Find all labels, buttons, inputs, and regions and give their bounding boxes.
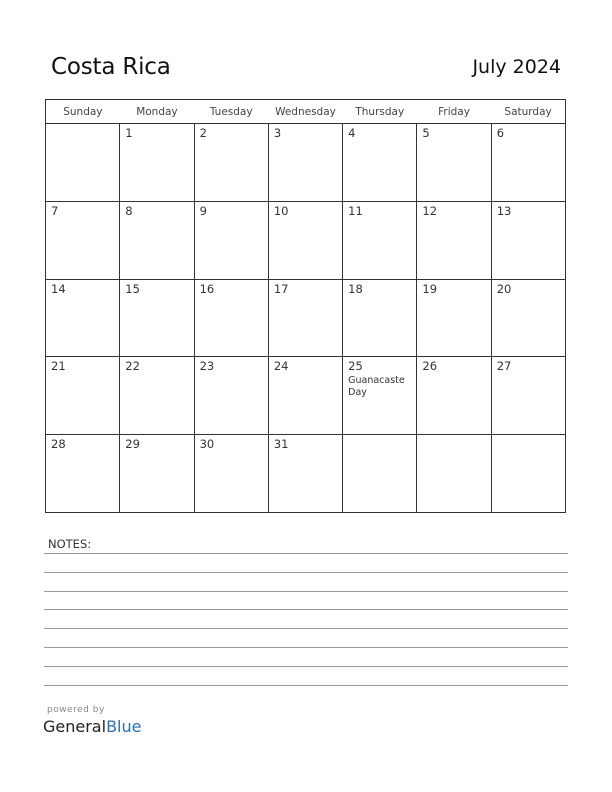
day-number: 2 — [199, 126, 207, 140]
day-number: 27 — [496, 359, 512, 374]
page-title: Costa Rica — [51, 54, 171, 80]
day-cell — [194, 357, 268, 435]
day-cell — [46, 201, 120, 279]
day-cell — [491, 124, 565, 202]
day-number: 15 — [125, 281, 140, 296]
calendar-week-row — [46, 201, 566, 279]
note-line — [44, 591, 568, 592]
day-cell — [268, 435, 342, 513]
calendar-week-row — [46, 435, 566, 513]
day-number: 14 — [51, 281, 66, 296]
day-cell — [343, 357, 417, 435]
holiday-label: Guanacaste Day — [348, 375, 405, 398]
day-number: 9 — [199, 203, 207, 218]
day-cell — [46, 279, 120, 357]
day-number: 12 — [422, 203, 438, 218]
weekday-tuesday: Tuesday — [194, 100, 268, 124]
weekday-header-row — [46, 100, 566, 124]
calendar-week-row — [46, 279, 566, 357]
calendar-body — [46, 124, 566, 513]
powered-by-label: powered by — [47, 705, 105, 715]
day-cell — [194, 435, 268, 513]
day-number: 30 — [199, 437, 215, 452]
day-cell — [46, 357, 120, 435]
day-number: 31 — [273, 437, 289, 452]
day-cell — [120, 357, 194, 435]
day-cell — [268, 357, 342, 435]
day-cell — [417, 201, 491, 279]
calendar-week-row — [46, 124, 566, 202]
note-line — [44, 647, 568, 648]
day-cell — [343, 435, 417, 513]
day-cell — [46, 124, 120, 202]
day-number: 6 — [496, 126, 505, 140]
day-cell — [491, 357, 565, 435]
weekday-monday: Monday — [120, 100, 194, 124]
day-number: 7 — [51, 203, 59, 218]
day-cell — [194, 201, 268, 279]
day-cell — [120, 201, 194, 279]
day-number: 16 — [199, 281, 215, 296]
note-line — [44, 553, 568, 554]
day-cell — [120, 124, 194, 202]
day-number: 11 — [348, 203, 363, 218]
day-cell — [194, 279, 268, 357]
day-number: 24 — [273, 359, 289, 374]
day-cell — [46, 435, 120, 513]
day-number: 8 — [125, 203, 133, 218]
day-cell — [417, 435, 491, 513]
day-number: 21 — [51, 359, 66, 374]
note-line — [44, 685, 568, 686]
day-number: 13 — [496, 203, 512, 218]
day-number: 4 — [348, 126, 356, 140]
day-number: 5 — [422, 126, 430, 140]
day-number: 20 — [496, 281, 512, 296]
note-line — [44, 666, 568, 667]
day-number: 10 — [273, 203, 289, 218]
weekday-sunday: Sunday — [46, 100, 120, 124]
day-cell — [268, 201, 342, 279]
weekday-friday: Friday — [417, 100, 491, 124]
day-cell — [343, 279, 417, 357]
day-cell — [343, 124, 417, 202]
day-number: 26 — [422, 359, 438, 374]
day-cell — [491, 201, 565, 279]
notes-label: NOTES: — [48, 537, 92, 551]
day-cell — [417, 357, 491, 435]
day-number: 22 — [125, 359, 140, 374]
day-cell — [268, 124, 342, 202]
day-number: 25 — [348, 359, 363, 374]
day-number: 18 — [348, 281, 363, 296]
day-number: 19 — [422, 281, 438, 296]
brand-general: General — [43, 717, 107, 736]
day-cell — [194, 124, 268, 202]
month-label: July 2024 — [472, 56, 561, 78]
day-cell — [268, 279, 342, 357]
day-cell — [491, 279, 565, 357]
day-cell — [343, 201, 417, 279]
day-number: 29 — [125, 437, 140, 452]
calendar-grid — [45, 99, 566, 513]
weekday-thursday: Thursday — [343, 100, 417, 124]
day-number: 23 — [199, 359, 215, 374]
brand-blue: Blue — [106, 717, 142, 736]
generalblue-logo — [43, 717, 141, 736]
day-cell — [120, 279, 194, 357]
day-cell — [417, 279, 491, 357]
note-line — [44, 628, 568, 629]
day-number: 1 — [125, 126, 133, 140]
day-cell — [120, 435, 194, 513]
note-line — [44, 609, 568, 610]
day-cell — [491, 435, 565, 513]
day-cell — [417, 124, 491, 202]
weekday-wednesday: Wednesday — [268, 100, 342, 124]
day-number: 28 — [51, 437, 66, 452]
day-number: 3 — [273, 126, 282, 140]
weekday-saturday: Saturday — [491, 100, 565, 124]
note-line — [44, 572, 568, 573]
day-number: 17 — [273, 281, 289, 296]
calendar-week-row — [46, 357, 566, 435]
